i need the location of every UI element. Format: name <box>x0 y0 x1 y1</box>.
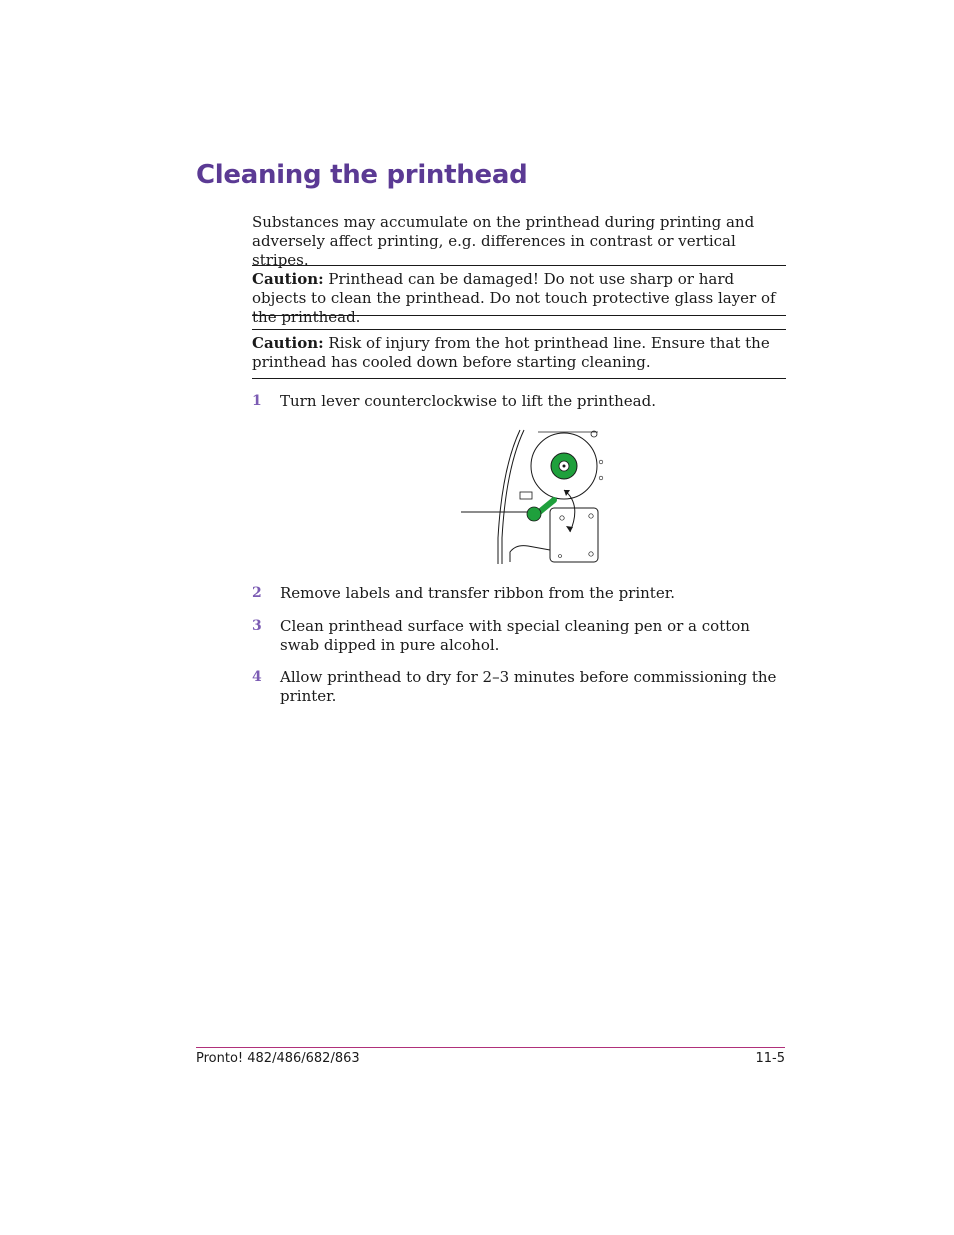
step-1 <box>252 392 792 411</box>
screw-icon <box>599 460 603 464</box>
page-number: 11-5 <box>755 1051 785 1066</box>
screw-icon <box>599 476 603 480</box>
caution-text: Printhead can be damaged! Do not use sharp or hard objects to clean the printhead. Do not touch protective glass layer of the printhead. <box>252 270 776 326</box>
step-number: 4 <box>252 669 262 685</box>
housing-inner-edge <box>502 430 524 564</box>
printhead-block <box>550 508 598 562</box>
housing-edge <box>498 430 520 564</box>
step-text: Remove labels and transfer ribbon from the printer. <box>280 584 676 602</box>
footer-product-name: Pronto! 482/486/682/863 <box>196 1051 360 1066</box>
caution-text: Risk of injury from the hot printhead line. Ensure that the printhead has cooled down before starting cleaning. <box>252 334 770 371</box>
caution-label: Caution: <box>252 270 324 288</box>
footer-divider <box>196 1047 785 1048</box>
roll-hub-dot <box>563 465 566 468</box>
step-number: 2 <box>252 585 262 601</box>
caution-box-injury <box>252 329 786 379</box>
step-text: Clean printhead surface with special cleaning pen or a cotton swab dipped in pure alcohol. <box>280 617 750 654</box>
lever-pivot <box>527 507 541 521</box>
bracket <box>520 492 532 499</box>
step-text: Turn lever counterclockwise to lift the printhead. <box>280 392 656 410</box>
step-number: 3 <box>252 618 262 634</box>
step-text: Allow printhead to dry for 2–3 minutes before commissioning the printer. <box>280 668 777 705</box>
intro-paragraph: Substances may accumulate on the printhead during printing and adversely affect printing, e.g. differences in contrast or vertical stripes. <box>252 213 755 269</box>
step-2 <box>252 584 792 603</box>
printhead-lever-illustration <box>458 428 610 566</box>
step-number: 1 <box>252 393 262 409</box>
step-3 <box>252 617 792 655</box>
lower-mechanism <box>510 546 550 562</box>
page-title: Cleaning the printhead <box>196 160 528 190</box>
caution-label: Caution: <box>252 334 324 352</box>
caution-box-damage <box>252 265 786 326</box>
step-4 <box>252 668 792 706</box>
